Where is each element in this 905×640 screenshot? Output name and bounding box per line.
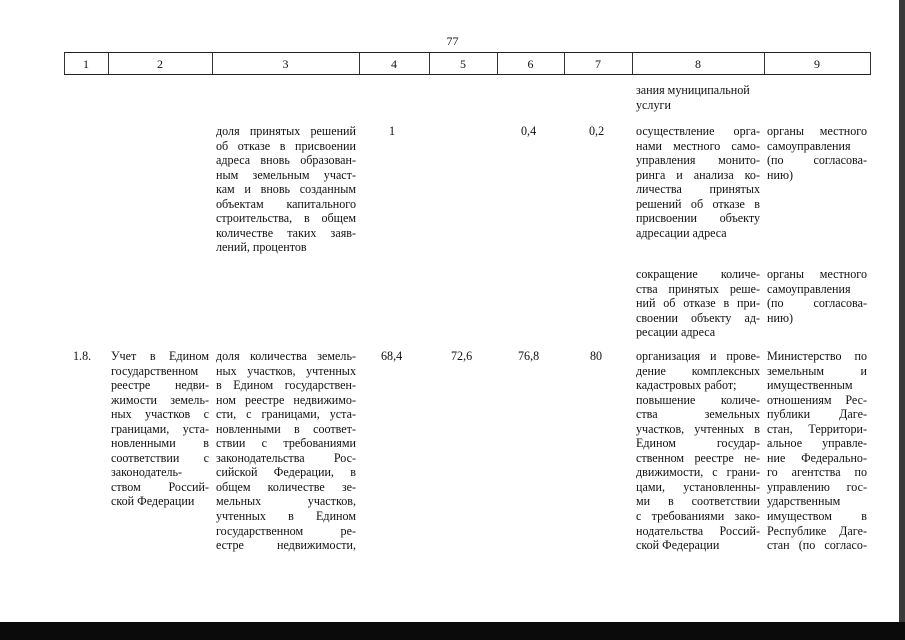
scan-bottom-edge: [0, 622, 905, 640]
header-cell-4: 4: [391, 57, 397, 71]
row-b-col5: 72,6: [451, 349, 473, 363]
header-cell-8: 8: [695, 57, 701, 71]
header-cell-2: 2: [157, 57, 163, 71]
row-b-col8: организация и прове- дение комплексных кадастровых работ; повышение количе- ства земельных участков, учтенных в Едином государ- ственном реестре не- движимости, с грани- цами, установленны- ми в соответствии с требованиями зако- нодательства Россий- ской Федерации: [636, 349, 760, 553]
page-number: 77: [446, 34, 459, 48]
header-cell-9: 9: [814, 57, 820, 71]
row-b-col9: Министерство по земельным и имущественным отношениям Рес- публики Даге- стан, Территори- альное управле- ние Федерально- го агентства по управлению гос- ударственным имуществом в Республике Даге- стан (по согласо-: [767, 349, 867, 553]
row-a-col6: 0,4: [521, 124, 537, 138]
header-cell-6: 6: [527, 57, 534, 71]
header-cell-1: 1: [83, 57, 89, 71]
row-b-col2: Учет в Едином государственном реестре недви- жимости земель- ных участков с границами, уста- новленными в соответствии с законодатель- ством Россий- ской Федерации: [111, 349, 209, 509]
row-b-col6: 76,8: [518, 349, 540, 363]
row-a2-col9: органы местного самоуправления (по согласова- нию): [767, 267, 867, 325]
row-a-col9: органы местного самоуправления (по согласова- нию): [767, 124, 867, 182]
row-a2-col8: сокращение количе- ства принятых реше- ний об отказе в при- своении объекту ад- ресации адреса: [636, 267, 760, 340]
row-a-col8: осуществление орга- нами местного само- управления монито- ринга и анализа ко- личества принятых решений об отказе в присвоении объекту адресации адреса: [636, 124, 760, 240]
header-cell-3: 3: [282, 57, 289, 71]
row-b-col3: доля количества земель- ных участков, учтенных в Едином государствен- ном реестре недвижимо- сти, с границами, уста- новленными в соответ- ствии с требованиями законодательства Рос- сийской Федерации, в общем количестве зе- мельных участков, учтенных в Едином государственном ре- естре недвижимости,: [216, 349, 356, 553]
row-b-col7: 80: [590, 349, 603, 363]
row-a-col7: 0,2: [589, 124, 605, 138]
row-a-col4: 1: [389, 124, 396, 138]
scan-right-edge: [899, 0, 905, 622]
row-b-col1: 1.8.: [73, 349, 92, 363]
table-header-border: [64, 74, 871, 75]
header-cell-7: 7: [595, 57, 601, 71]
col-divider: [870, 53, 871, 74]
header-cell-5: 5: [460, 57, 466, 71]
table-top-border: [64, 52, 871, 53]
row-a-col3: доля принятых решений об отказе в присвоении адреса вновь образован- ным земельным участ- кам и вновь созданным объектам капитального строительства, в общем количестве таких заяв- лений, процентов: [216, 124, 356, 255]
cont-col8: зания муниципальной услуги: [636, 83, 750, 112]
row-b-col4: 68,4: [381, 349, 403, 363]
